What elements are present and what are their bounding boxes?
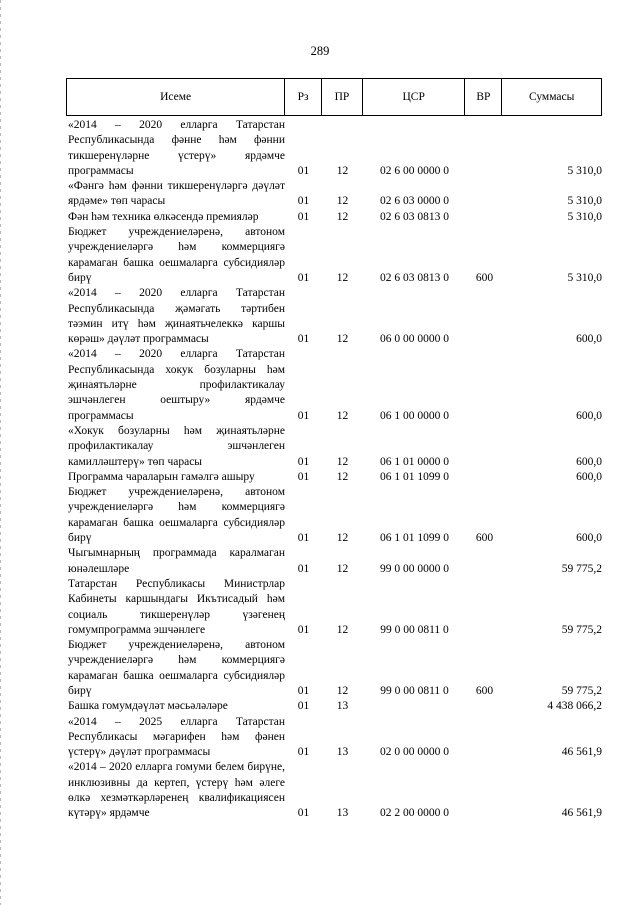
cell-rz: 01 (297, 333, 310, 346)
cell-csr: 06 1 00 0000 0 (380, 409, 449, 422)
cell-name (66, 424, 285, 470)
cell-csr: 02 6 03 0000 0 (380, 195, 449, 208)
cell-rz: 01 (297, 409, 310, 422)
table-header (66, 78, 602, 116)
cell-sum: 600,0 (576, 455, 602, 468)
cell-pr: 12 (336, 532, 349, 545)
cell-csr: 99 0 00 0811 0 (380, 623, 449, 636)
budget-table (66, 78, 602, 822)
header-csr: ЦСР (363, 79, 466, 115)
table-row (66, 546, 602, 577)
cell-csr: 02 0 00 0000 0 (380, 746, 449, 759)
cell-name (66, 286, 285, 347)
cell-sum: 4 438 066,2 (547, 700, 602, 713)
row-name-text: «Фәнгә һәм фәнни тикшеренүләргә дәүләт ярдәме» төп чарасы (68, 180, 285, 208)
cell-csr: 02 6 03 0813 0 (380, 271, 449, 284)
table-row (66, 347, 602, 423)
table-body (66, 118, 602, 822)
table-row (66, 424, 602, 470)
cell-sum: 59 775,2 (561, 684, 602, 697)
cell-name (66, 638, 285, 699)
cell-name (66, 347, 285, 423)
cell-vr: 600 (475, 271, 494, 284)
cell-name (66, 760, 285, 821)
header-vr: ВР (465, 79, 502, 115)
cell-vr: 600 (475, 532, 494, 545)
cell-sum: 5 310,0 (567, 164, 602, 177)
cell-pr: 12 (336, 455, 349, 468)
cell-rz: 01 (297, 271, 310, 284)
cell-pr: 13 (336, 807, 349, 820)
cell-pr: 12 (336, 210, 349, 223)
row-name-text: «2014 – 2020 елларга Татарстан Республикасында фәнне һәм фәнни тикшеренүләрне үстерү» ярдәмче программасы (68, 119, 285, 177)
header-sum: Суммасы (528, 91, 575, 103)
cell-name (66, 470, 285, 485)
cell-pr: 12 (336, 271, 349, 284)
cell-rz: 01 (297, 210, 310, 223)
cell-csr: 99 0 00 0000 0 (380, 562, 449, 575)
cell-sum: 5 310,0 (567, 195, 602, 208)
row-name-text: «2014 – 2020 елларга Татарстан Республикасында хокук бозуларны һәм җинаятьләрне профилактикалау эшчәнлеген оештыру» ярдәмче программасы (68, 348, 285, 422)
cell-sum: 46 561,9 (561, 807, 602, 820)
cell-sum: 46 561,9 (561, 746, 602, 759)
cell-pr: 12 (336, 470, 349, 483)
cell-sum: 600,0 (576, 333, 602, 346)
cell-rz: 01 (297, 684, 310, 697)
cell-sum: 600,0 (576, 532, 602, 545)
cell-pr: 12 (336, 333, 349, 346)
table-row (66, 699, 602, 714)
cell-csr: 99 0 00 0811 0 (380, 684, 449, 697)
cell-pr: 13 (336, 746, 349, 759)
row-name-text: «2014 – 2025 елларга Татарстан Республикасы мәгарифен һәм фәнен үстерү» дәүләт программасы (68, 715, 285, 759)
cell-sum: 600,0 (576, 470, 602, 483)
binding-margin-line (0, 0, 1, 905)
cell-pr: 12 (336, 195, 349, 208)
table-row (66, 577, 602, 638)
cell-rz: 01 (297, 532, 310, 545)
cell-name (66, 715, 285, 761)
cell-sum: 600,0 (576, 409, 602, 422)
table-row (66, 210, 602, 225)
header-pr: ПР (322, 79, 363, 115)
table-row (66, 286, 602, 347)
row-name-text: Бюджет учреждениеләренә, автоном учреждениеләргә һәм коммерциягә карамаган башка оешмаларга субсидияләр бирү (68, 486, 285, 545)
row-name-text: «2014 – 2020 елларга Татарстан Республикасында җәмәгать тәртибен тәэмин итү һәм җинаятьчелеккә каршы көрәш» дәүләт программасы (68, 287, 285, 346)
table-row (66, 638, 602, 699)
cell-rz: 01 (297, 562, 310, 575)
table-row (66, 225, 602, 286)
cell-pr: 12 (336, 562, 349, 575)
header-name: Исеме (67, 79, 285, 115)
cell-csr: 06 0 00 0000 0 (380, 333, 449, 346)
row-name-text: Бюджет учреждениеләренә, автоном учреждениеләргә һәм коммерциягә карамаган башка оешмаларга субсидияләр бирү (68, 226, 285, 284)
cell-name (66, 179, 285, 210)
cell-csr: 06 1 01 0000 0 (380, 455, 449, 468)
cell-name (66, 118, 285, 179)
table-row (66, 118, 602, 179)
page-number: 289 (310, 44, 330, 58)
row-name-text: Татарстан Республикасы Министрлар Кабинеты каршындагы Икътисадый һәм социаль тикшеренүләр үзәгенең гомумпрограмма эшчәнлеге (68, 577, 285, 636)
cell-pr: 12 (336, 164, 349, 177)
cell-pr: 12 (336, 684, 349, 697)
cell-name (66, 546, 285, 577)
header-rz: Рз (285, 79, 322, 115)
cell-name (66, 225, 285, 286)
row-name-text: Башка гомумдәүләт мәсьәләләре (68, 700, 228, 713)
table-row (66, 715, 602, 761)
cell-sum: 59 775,2 (561, 562, 602, 575)
cell-sum: 5 310,0 (567, 271, 602, 284)
row-name-text: «2014 – 2020 елларга гомуми белем бирүне, инклюзивны да кертеп, үстерү һәм әлеге өлкә хезмәткәрләренең квалификациясен күтәрү» ярдәмче (68, 761, 285, 820)
cell-name (66, 577, 285, 638)
cell-csr: 06 1 01 1099 0 (380, 532, 449, 545)
cell-rz: 01 (297, 164, 310, 177)
cell-sum: 5 310,0 (567, 210, 602, 223)
cell-pr: 13 (336, 700, 349, 713)
cell-rz: 01 (297, 807, 310, 820)
row-name-text: Чыгымнарның программада каралмаган юнәлешләре (68, 547, 285, 575)
cell-pr: 12 (336, 409, 349, 422)
cell-rz: 01 (297, 470, 310, 483)
row-name-text: Программа чараларын гамәлгә ашыру (68, 470, 255, 483)
cell-name (66, 485, 285, 546)
table-row (66, 485, 602, 546)
cell-rz: 01 (297, 700, 310, 713)
table-row (66, 179, 602, 210)
cell-name (66, 699, 285, 714)
row-name-text: «Хокук бозуларны һәм җинаятьләрне профилактикалау эшчәнлеген камилләштерү» төп чарасы (68, 424, 285, 468)
table-row (66, 470, 602, 485)
cell-name (66, 210, 285, 225)
table-row (66, 760, 602, 821)
cell-csr: 02 6 03 0813 0 (380, 210, 449, 223)
cell-csr: 06 1 01 1099 0 (380, 470, 449, 483)
cell-sum: 59 775,2 (561, 623, 602, 636)
cell-rz: 01 (297, 195, 310, 208)
cell-pr: 12 (336, 623, 349, 636)
cell-rz: 01 (297, 455, 310, 468)
cell-csr: 02 6 00 0000 0 (380, 164, 449, 177)
cell-rz: 01 (297, 623, 310, 636)
cell-csr: 02 2 00 0000 0 (380, 807, 449, 820)
row-name-text: Бюджет учреждениеләренә, автоном учреждениеләргә һәм коммерциягә карамаган башка оешмаларга субсидияләр бирү (68, 639, 285, 697)
cell-vr: 600 (475, 684, 494, 697)
row-name-text: Фән һәм техника өлкәсендә премияләр (68, 210, 259, 223)
cell-rz: 01 (297, 746, 310, 759)
